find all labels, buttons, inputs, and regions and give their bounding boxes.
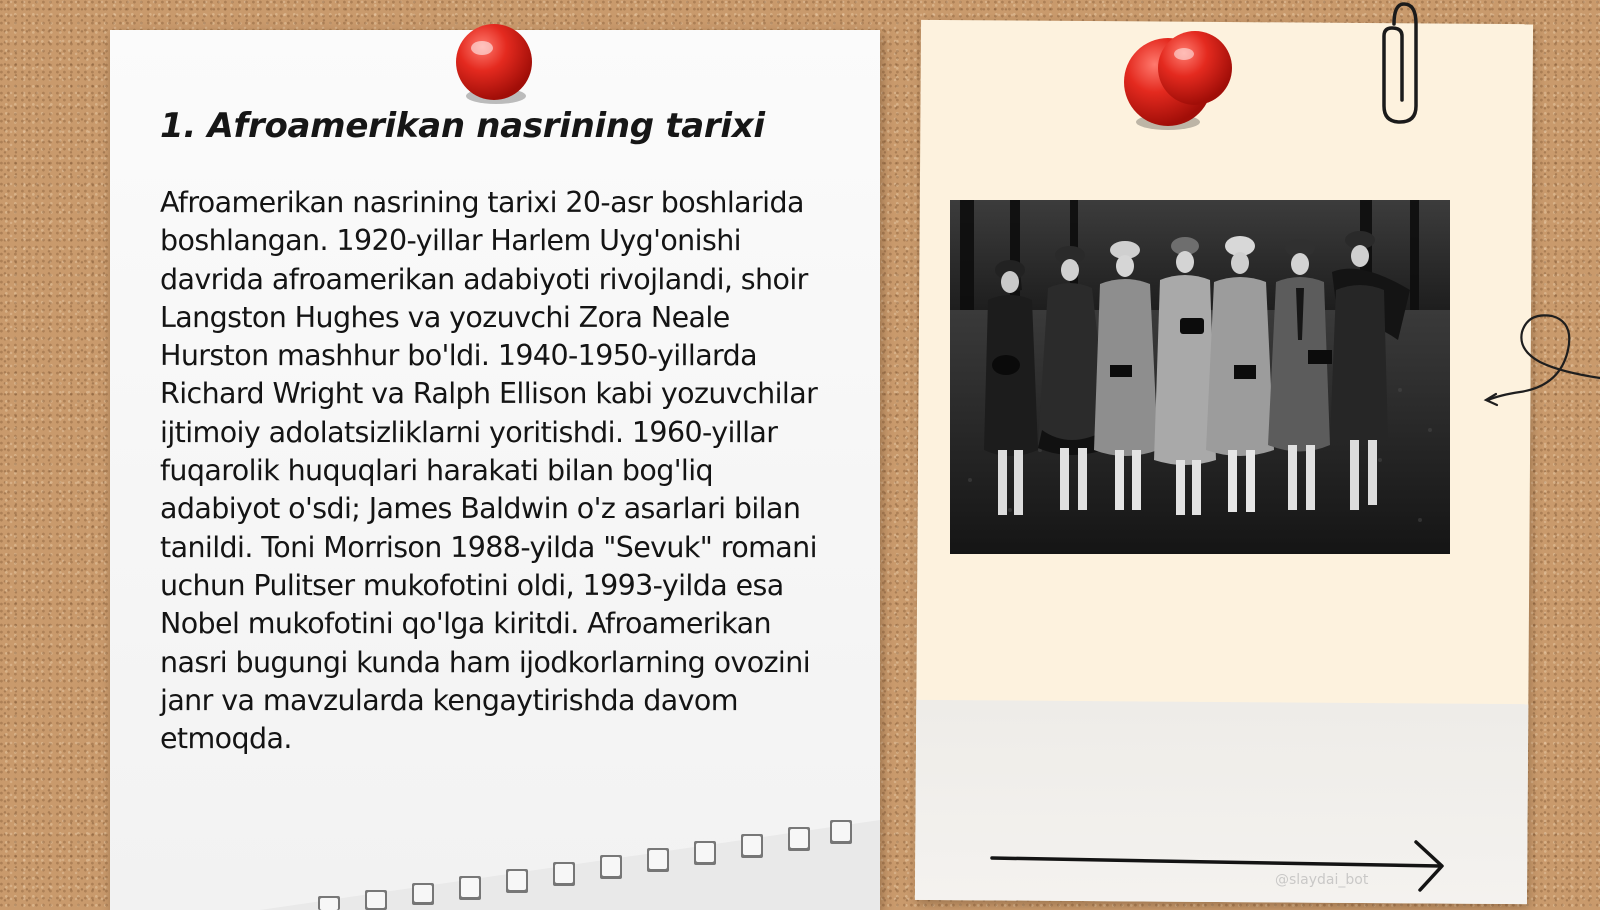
historical-photo: [950, 200, 1450, 554]
photo-card-lower-area: [915, 700, 1528, 904]
text-note-card: [110, 30, 880, 910]
slide-title: 1. Afroamerikan nasrining tarixi: [160, 106, 765, 146]
slide-body-text: Afroamerikan nasrining tarixi 20-asr boshlarida boshlangan. 1920-yillar Harlem Uyg'onishi davrida afroamerikan adabiyoti rivojlandi, shoir Langston Hughes va yozuvchi Zora Neale Hurston mashhur bo'ldi. 1940-1950-yillarda Richard Wright va Ralph Ellison kabi yozuvchilar ijtimoiy adolatsizliklarni yoritishdi. 1960-yillar fuqarolik huquqlari harakati bilan bog'liq adabiyot o'sdi; James Baldwin o'z asarlari bilan tanildi. Toni Morrison 1988-yilda "Sevuk" romani uchun Pulitser mukofotini oldi, 1993-yilda esa Nobel mukofotini qo'lga kiritdi. Afroamerikan nasri bugungi kunda ham ijodkorlarning ovozini janr va mavzularda kengaytirishda davom etmoqda.: [160, 186, 818, 756]
watermark-text: @slaydai_bot: [1275, 872, 1369, 888]
